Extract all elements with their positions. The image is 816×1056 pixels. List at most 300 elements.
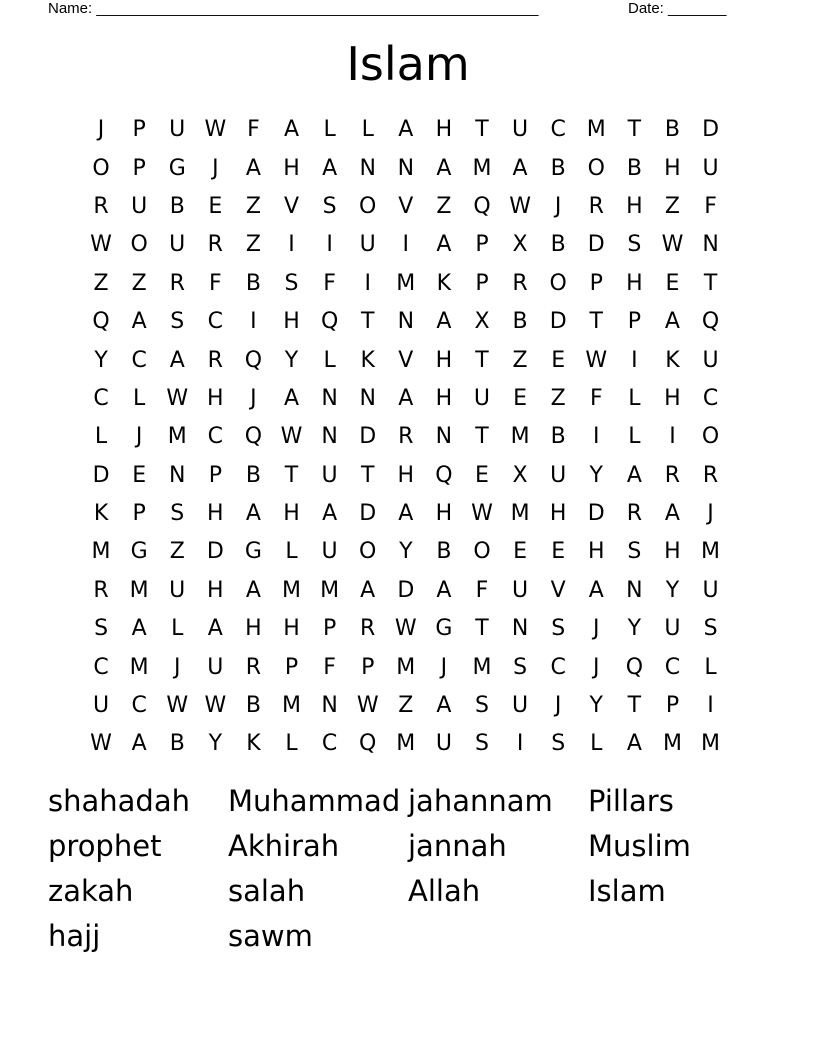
grid-letter: L bbox=[628, 385, 641, 411]
grid-letter: A bbox=[436, 693, 452, 719]
grid-letter: Q bbox=[92, 309, 110, 335]
grid-letter: M bbox=[510, 501, 530, 527]
grid-letter: D bbox=[397, 577, 415, 603]
grid-letter: U bbox=[321, 539, 338, 565]
grid-letter: M bbox=[129, 654, 149, 680]
grid-letter: U bbox=[359, 232, 376, 258]
grid-letter: B bbox=[245, 270, 261, 296]
grid-letter: U bbox=[550, 462, 567, 488]
grid-letter: L bbox=[628, 424, 641, 450]
grid-letter: H bbox=[283, 309, 300, 335]
grid-letter: L bbox=[285, 539, 298, 565]
grid-letter: B bbox=[169, 193, 185, 219]
grid-letter: A bbox=[398, 501, 414, 527]
grid-letter: U bbox=[169, 117, 186, 143]
grid-letter: S bbox=[322, 193, 337, 219]
word-bank-item: Muslim bbox=[588, 829, 691, 863]
grid-letter: M bbox=[510, 424, 530, 450]
grid-letter: D bbox=[587, 501, 605, 527]
grid-letter: W bbox=[356, 693, 379, 719]
grid-letter: S bbox=[170, 309, 185, 335]
grid-letter: H bbox=[283, 155, 300, 181]
grid-letter: O bbox=[473, 539, 491, 565]
grid-letter: D bbox=[549, 309, 567, 335]
grid-letter: P bbox=[208, 462, 222, 488]
grid-letter: I bbox=[402, 232, 410, 258]
grid-letter: Z bbox=[245, 232, 261, 258]
grid-letter: A bbox=[626, 731, 642, 757]
grid-letter: N bbox=[169, 462, 186, 488]
grid-letter: A bbox=[131, 616, 147, 642]
grid-row bbox=[82, 265, 732, 303]
grid-letter: T bbox=[627, 117, 642, 143]
grid-letter: V bbox=[283, 193, 300, 219]
grid-letter: Z bbox=[512, 347, 528, 373]
grid-letter: A bbox=[512, 155, 528, 181]
grid-letter: M bbox=[472, 155, 492, 181]
grid-letter: Q bbox=[701, 309, 720, 335]
grid-letter: I bbox=[631, 347, 638, 373]
grid-letter: T bbox=[475, 616, 489, 642]
grid-letter: J bbox=[593, 616, 600, 642]
grid-letter: S bbox=[627, 539, 642, 565]
grid-row bbox=[82, 495, 732, 533]
grid-letter: H bbox=[207, 385, 224, 411]
grid-letter: K bbox=[93, 501, 109, 527]
grid-letter: A bbox=[169, 347, 185, 373]
grid-letter: C bbox=[131, 347, 147, 373]
grid-letter: A bbox=[436, 155, 452, 181]
grid-letter: E bbox=[513, 539, 528, 565]
grid-letter: W bbox=[394, 616, 417, 642]
grid-letter: J bbox=[135, 424, 143, 450]
grid-letter: P bbox=[132, 117, 146, 143]
grid-letter: U bbox=[473, 385, 491, 411]
grid-letter: P bbox=[475, 232, 489, 258]
grid-letter: A bbox=[283, 117, 300, 143]
grid-letter: U bbox=[512, 117, 529, 143]
grid-letter: E bbox=[475, 462, 489, 488]
grid-letter: M bbox=[282, 693, 301, 719]
grid-letter: F bbox=[704, 193, 717, 219]
grid-letter: L bbox=[590, 731, 603, 757]
word-bank-item: Islam bbox=[588, 874, 666, 908]
grid-letter: A bbox=[626, 462, 642, 488]
grid-row bbox=[82, 648, 732, 686]
grid-letter: A bbox=[360, 577, 376, 603]
grid-letter: U bbox=[512, 693, 529, 719]
grid-letter: N bbox=[397, 309, 415, 335]
grid-letter: A bbox=[398, 117, 414, 143]
grid-letter: P bbox=[589, 270, 603, 296]
word-bank bbox=[48, 780, 768, 960]
grid-letter: I bbox=[707, 693, 714, 719]
grid-letter: B bbox=[664, 117, 680, 143]
grid-letter: U bbox=[321, 462, 338, 488]
grid-letter: W bbox=[280, 424, 303, 450]
grid-letter: L bbox=[133, 385, 146, 411]
grid-letter: F bbox=[247, 117, 260, 143]
grid-letter: P bbox=[132, 501, 146, 527]
grid-letter: U bbox=[435, 731, 452, 757]
grid-letter: C bbox=[664, 654, 681, 680]
grid-letter: C bbox=[702, 385, 719, 411]
grid-letter: S bbox=[475, 731, 489, 757]
grid-letter: A bbox=[322, 501, 338, 527]
grid-letter: T bbox=[284, 462, 299, 488]
grid-letter: E bbox=[551, 347, 566, 373]
grid-letter: N bbox=[511, 616, 529, 642]
grid-letter: H bbox=[587, 539, 605, 565]
grid-letter: U bbox=[702, 577, 719, 603]
grid-letter: Z bbox=[131, 270, 147, 296]
grid-letter: C bbox=[207, 424, 224, 450]
grid-row bbox=[82, 572, 732, 610]
grid-letter: H bbox=[549, 501, 567, 527]
grid-letter: K bbox=[246, 731, 261, 757]
grid-letter: W bbox=[509, 193, 531, 219]
date-field-label: Date: _______ bbox=[628, 0, 727, 17]
grid-letter: A bbox=[436, 577, 452, 603]
grid-letter: S bbox=[703, 616, 718, 642]
grid-letter: I bbox=[250, 309, 257, 335]
grid-letter: H bbox=[283, 616, 300, 642]
word-bank-item: prophet bbox=[48, 829, 162, 863]
grid-row bbox=[82, 380, 732, 418]
grid-letter: T bbox=[475, 117, 489, 143]
grid-letter: U bbox=[664, 616, 681, 642]
grid-letter: S bbox=[475, 693, 489, 719]
grid-letter: R bbox=[207, 232, 223, 258]
grid-letter: T bbox=[627, 693, 642, 719]
grid-letter: C bbox=[321, 731, 338, 757]
grid-letter: L bbox=[94, 424, 108, 450]
grid-letter: Q bbox=[435, 462, 453, 488]
grid-letter: H bbox=[245, 616, 262, 642]
grid-letter: L bbox=[704, 654, 717, 680]
grid-letter: D bbox=[206, 539, 224, 565]
grid-letter: R bbox=[702, 462, 719, 488]
grid-letter: S bbox=[551, 616, 566, 642]
grid-letter: H bbox=[207, 577, 224, 603]
grid-row bbox=[82, 188, 732, 226]
grid-letter: T bbox=[589, 309, 603, 335]
grid-letter: S bbox=[551, 731, 566, 757]
grid-letter: A bbox=[436, 309, 452, 335]
grid-letter: M bbox=[586, 117, 606, 143]
grid-letter: W bbox=[166, 385, 189, 411]
grid-letter: O bbox=[701, 424, 720, 450]
grid-letter: H bbox=[626, 193, 643, 219]
grid-letter: H bbox=[397, 462, 415, 488]
grid-letter: R bbox=[207, 347, 223, 373]
grid-letter: R bbox=[360, 616, 376, 642]
grid-letter: H bbox=[435, 117, 453, 143]
word-bank-item: jahannam bbox=[408, 784, 553, 818]
grid-letter: A bbox=[207, 616, 223, 642]
grid-letter: B bbox=[245, 693, 261, 719]
grid-letter: U bbox=[512, 577, 529, 603]
grid-letter: H bbox=[283, 501, 300, 527]
grid-letter: O bbox=[587, 155, 605, 181]
grid-letter: K bbox=[360, 347, 375, 373]
grid-letter: Q bbox=[625, 654, 644, 680]
grid-letter: R bbox=[626, 501, 642, 527]
grid-letter: J bbox=[212, 155, 219, 181]
grid-letter: Y bbox=[208, 731, 223, 757]
grid-letter: J bbox=[250, 385, 257, 411]
grid-letter: L bbox=[323, 117, 336, 143]
grid-letter: P bbox=[361, 654, 375, 680]
grid-letter: Y bbox=[284, 347, 299, 373]
grid-letter: A bbox=[436, 232, 452, 258]
grid-letter: B bbox=[550, 424, 566, 450]
grid-letter: Z bbox=[436, 193, 452, 219]
grid-letter: M bbox=[396, 270, 416, 296]
grid-letter: M bbox=[701, 539, 721, 565]
grid-letter: F bbox=[589, 385, 603, 411]
grid-letter: W bbox=[90, 731, 112, 757]
grid-letter: A bbox=[245, 155, 261, 181]
grid-letter: V bbox=[550, 577, 566, 603]
grid-letter: L bbox=[285, 731, 298, 757]
grid-letter: M bbox=[472, 654, 492, 680]
grid-row bbox=[82, 303, 732, 341]
grid-letter: H bbox=[664, 155, 681, 181]
grid-letter: P bbox=[322, 616, 337, 642]
grid-letter: R bbox=[169, 270, 185, 296]
grid-letter: N bbox=[626, 577, 643, 603]
grid-letter: I bbox=[364, 270, 371, 296]
grid-letter: S bbox=[627, 232, 642, 258]
grid-letter: A bbox=[131, 731, 147, 757]
grid-letter: G bbox=[244, 539, 262, 565]
grid-letter: F bbox=[475, 577, 489, 603]
grid-letter: W bbox=[471, 501, 493, 527]
grid-letter: O bbox=[92, 155, 110, 181]
grid-letter: N bbox=[359, 155, 376, 181]
grid-letter: T bbox=[360, 309, 375, 335]
grid-letter: U bbox=[169, 232, 186, 258]
grid-letter: M bbox=[396, 731, 416, 757]
grid-letter: E bbox=[208, 193, 223, 219]
word-bank-item: zakah bbox=[48, 874, 134, 908]
grid-letter: B bbox=[245, 462, 261, 488]
grid-letter: W bbox=[204, 117, 227, 143]
grid-letter: Z bbox=[550, 385, 566, 411]
grid-letter: T bbox=[475, 424, 489, 450]
grid-letter: G bbox=[435, 616, 453, 642]
grid-letter: X bbox=[512, 232, 528, 258]
grid-letter: Q bbox=[244, 347, 263, 373]
grid-letter: M bbox=[662, 731, 682, 757]
grid-letter: Q bbox=[244, 424, 263, 450]
grid-letter: P bbox=[665, 693, 680, 719]
grid-letter: C bbox=[131, 693, 147, 719]
grid-letter: M bbox=[91, 539, 111, 565]
word-bank-item: Akhirah bbox=[228, 829, 340, 863]
grid-letter: A bbox=[283, 385, 300, 411]
word-bank-item: shahadah bbox=[48, 784, 190, 818]
grid-letter: W bbox=[661, 232, 684, 258]
grid-letter: S bbox=[513, 654, 528, 680]
grid-letter: Y bbox=[589, 693, 603, 719]
grid-letter: L bbox=[361, 117, 374, 143]
grid-letter: A bbox=[588, 577, 604, 603]
grid-letter: Q bbox=[473, 193, 491, 219]
grid-letter: H bbox=[435, 347, 453, 373]
grid-letter: F bbox=[209, 270, 222, 296]
grid-letter: L bbox=[171, 616, 184, 642]
grid-letter: W bbox=[166, 693, 189, 719]
grid-letter: Y bbox=[399, 539, 413, 565]
grid-letter: P bbox=[475, 270, 489, 296]
grid-letter: Z bbox=[93, 270, 109, 296]
grid-letter: M bbox=[167, 424, 187, 450]
grid-letter: E bbox=[551, 539, 566, 565]
grid-letter: P bbox=[627, 309, 641, 335]
grid-letter: O bbox=[359, 539, 377, 565]
grid-letter: R bbox=[664, 462, 681, 488]
grid-letter: J bbox=[707, 501, 714, 527]
grid-letter: N bbox=[321, 385, 338, 411]
grid-letter: Z bbox=[169, 539, 185, 565]
grid-letter: A bbox=[664, 501, 680, 527]
grid-letter: S bbox=[284, 270, 299, 296]
grid-letter: K bbox=[436, 270, 452, 296]
grid-letter: W bbox=[585, 347, 608, 373]
grid-row bbox=[82, 610, 732, 648]
grid-letter: W bbox=[204, 693, 227, 719]
grid-letter: R bbox=[245, 654, 262, 680]
grid-letter: A bbox=[398, 385, 414, 411]
grid-letter: B bbox=[550, 155, 566, 181]
grid-letter: B bbox=[169, 731, 185, 757]
grid-letter: D bbox=[359, 424, 377, 450]
grid-letter: O bbox=[549, 270, 567, 296]
grid-letter: Q bbox=[359, 731, 377, 757]
grid-letter: U bbox=[131, 193, 148, 219]
grid-letter: Z bbox=[245, 193, 261, 219]
grid-letter: E bbox=[513, 385, 528, 411]
grid-letter: H bbox=[664, 539, 681, 565]
grid-letter: X bbox=[474, 309, 490, 335]
grid-letter: M bbox=[129, 577, 149, 603]
word-bank-item: Pillars bbox=[588, 784, 674, 818]
grid-letter: R bbox=[588, 193, 604, 219]
grid-letter: B bbox=[436, 539, 452, 565]
word-search-grid bbox=[82, 111, 732, 764]
grid-letter: U bbox=[702, 155, 719, 181]
grid-letter: I bbox=[288, 232, 295, 258]
grid-letter: H bbox=[207, 501, 224, 527]
grid-letter: M bbox=[320, 577, 340, 603]
grid-letter: B bbox=[550, 232, 566, 258]
grid-letter: U bbox=[92, 693, 110, 719]
grid-letter: G bbox=[168, 155, 186, 181]
grid-letter: C bbox=[93, 385, 109, 411]
grid-letter: C bbox=[93, 654, 109, 680]
grid-letter: R bbox=[93, 193, 109, 219]
grid-letter: E bbox=[665, 270, 680, 296]
grid-letter: P bbox=[132, 155, 146, 181]
grid-letter: E bbox=[132, 462, 147, 488]
grid-letter: P bbox=[284, 654, 299, 680]
grid-letter: J bbox=[554, 693, 562, 719]
grid-letter: N bbox=[321, 424, 338, 450]
grid-letter: M bbox=[701, 731, 721, 757]
grid-letter: C bbox=[207, 309, 224, 335]
grid-letter: Z bbox=[664, 193, 680, 219]
word-bank-item: sawm bbox=[228, 919, 313, 953]
grid-letter: Y bbox=[94, 347, 108, 373]
grid-letter: T bbox=[360, 462, 375, 488]
grid-letter: D bbox=[587, 232, 605, 258]
grid-letter: T bbox=[703, 270, 718, 296]
grid-row bbox=[82, 457, 732, 495]
grid-letter: C bbox=[550, 654, 566, 680]
grid-letter: J bbox=[554, 193, 562, 219]
grid-letter: I bbox=[593, 424, 600, 450]
grid-letter: F bbox=[323, 654, 336, 680]
grid-letter: B bbox=[626, 155, 642, 181]
grid-letter: C bbox=[550, 117, 566, 143]
grid-letter: I bbox=[326, 232, 333, 258]
grid-letter: M bbox=[396, 654, 416, 680]
grid-letter: F bbox=[323, 270, 336, 296]
grid-letter: N bbox=[435, 424, 453, 450]
grid-letter: H bbox=[664, 385, 681, 411]
grid-letter: Y bbox=[665, 577, 680, 603]
grid-letter: X bbox=[512, 462, 528, 488]
grid-letter: A bbox=[322, 155, 338, 181]
word-bank-item: Allah bbox=[408, 874, 481, 908]
grid-letter: H bbox=[626, 270, 643, 296]
grid-letter: G bbox=[130, 539, 148, 565]
grid-letter: D bbox=[92, 462, 110, 488]
grid-letter: L bbox=[323, 347, 336, 373]
grid-letter: I bbox=[516, 731, 524, 757]
word-bank-item: jannah bbox=[408, 829, 507, 863]
grid-letter: D bbox=[702, 117, 720, 143]
grid-letter: H bbox=[435, 385, 453, 411]
grid-letter: J bbox=[440, 654, 448, 680]
grid-letter: S bbox=[170, 501, 185, 527]
grid-letter: Y bbox=[589, 462, 603, 488]
grid-letter: U bbox=[702, 347, 719, 373]
grid-letter: J bbox=[593, 654, 600, 680]
grid-letter: N bbox=[397, 155, 415, 181]
grid-letter: R bbox=[93, 577, 109, 603]
grid-letter: Q bbox=[320, 309, 339, 335]
grid-letter: W bbox=[90, 232, 112, 258]
grid-letter: N bbox=[321, 693, 338, 719]
grid-letter: I bbox=[669, 424, 676, 450]
grid-letter: R bbox=[398, 424, 414, 450]
grid-letter: Z bbox=[398, 693, 414, 719]
grid-letter: A bbox=[245, 577, 261, 603]
grid-letter: A bbox=[664, 309, 680, 335]
grid-letter: K bbox=[665, 347, 680, 373]
grid-letter: R bbox=[512, 270, 528, 296]
page-title: Islam bbox=[346, 37, 470, 91]
grid-letter: J bbox=[97, 117, 105, 143]
grid-row bbox=[82, 341, 732, 379]
grid-letter: B bbox=[512, 309, 528, 335]
grid-letter: D bbox=[359, 501, 377, 527]
grid-row bbox=[82, 687, 732, 725]
grid-letter: Y bbox=[627, 616, 642, 642]
